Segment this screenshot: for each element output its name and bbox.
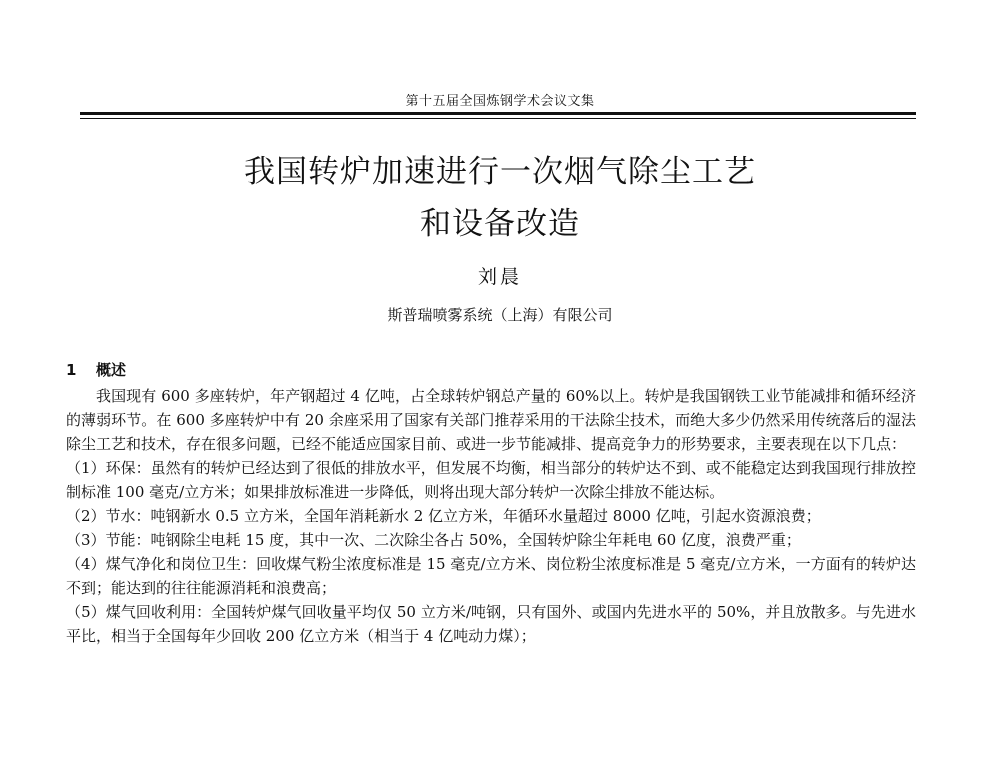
item-text: 煤气回收利用：全国转炉煤气回收量平均仅 50 立方米/吨钢，只有国外、或国内先进水平的 50%，并且放散多。与先进水平比，相当于全国每年少回收 200 亿立方米（相当于 4 亿吨动力煤）； xyxy=(66,603,917,645)
item-text: 环保：虽然有的转炉已经达到了很低的排放水平，但发展不均衡，相当部分的转炉达不到、或不能稳定达到我国现行排放控制标准 100 毫克/立方米；如果排放标准进一步降低，则将出现大部分转炉一次除尘排放不能达标。 xyxy=(66,459,916,501)
list-item xyxy=(66,552,916,600)
item-label: （2） xyxy=(66,507,106,525)
list-item xyxy=(66,456,916,504)
title-line-2: 和设备改造 xyxy=(420,206,580,242)
list-item xyxy=(66,600,916,648)
section-title: 概述 xyxy=(96,361,127,379)
item-label: （3） xyxy=(66,531,106,549)
affiliation: 斯普瑞喷雾系统（上海）有限公司 xyxy=(387,306,613,324)
section-number: 1 xyxy=(66,361,77,379)
running-head: 第十五届全国炼钢学术会议文集 xyxy=(405,94,595,109)
intro-paragraph: 我国现有 600 多座转炉，年产钢超过 4 亿吨，占全球转炉钢总产量的 60%以上。转炉是我国钢铁工业节能减排和循环经济的薄弱环节。在 600 多座转炉中有 20 余座采用了国家有关部门推荐采用的干法除尘技术，而绝大多少仍然采用传统落后的湿法除尘工艺和技术，存在很多问题，已经不能适应国家目前、或进一步节能减排、提高竞争力的形势要求，主要表现在以下几点： xyxy=(66,387,916,453)
item-text: 节水：吨钢新水 0.5 立方米，全国年消耗新水 2 亿立方米，年循环水量超过 8000 亿吨，引起水资源浪费； xyxy=(105,507,821,525)
section-heading xyxy=(66,359,126,380)
list-item xyxy=(66,504,916,528)
item-label: （5） xyxy=(66,603,106,621)
body-text xyxy=(66,384,916,648)
author: 刘晨 xyxy=(477,266,522,288)
header-rule-thin xyxy=(80,118,916,119)
item-text: 煤气净化和岗位卫生：回收煤气粉尘浓度标准是 15 毫克/立方米、岗位粉尘浓度标准是 5 毫克/立方米，一方面有的转炉达不到；能达到的往往能源消耗和浪费高； xyxy=(66,555,916,597)
item-label: （4） xyxy=(66,555,106,573)
item-text: 节能：吨钢除尘电耗 15 度，其中一次、二次除尘各占 50%，全国转炉除尘年耗电 60 亿度，浪费严重； xyxy=(105,531,801,549)
title-line-1: 我国转炉加速进行一次烟气除尘工艺 xyxy=(244,154,756,190)
list-item xyxy=(66,528,916,552)
item-label: （1） xyxy=(66,459,106,477)
header-rule-thick xyxy=(80,112,916,115)
